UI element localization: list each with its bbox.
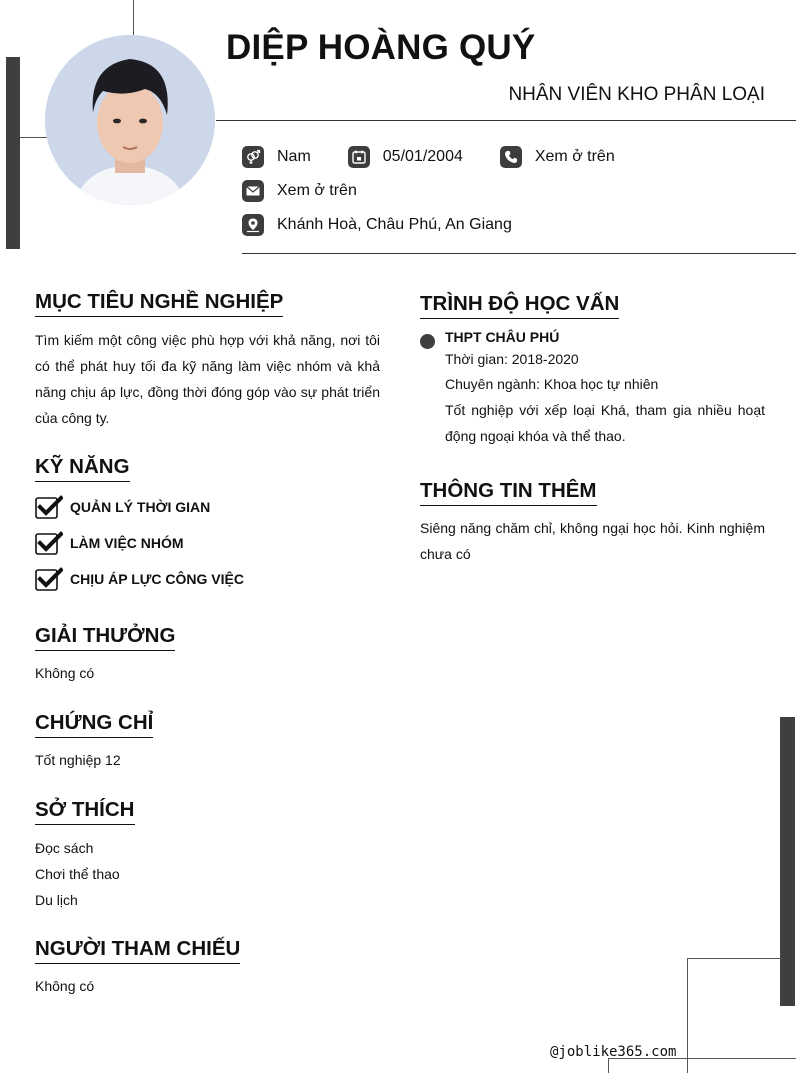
email-value: Xem ở trên [277, 182, 357, 199]
corner-frame [687, 958, 782, 1073]
phone-icon [500, 146, 522, 168]
checkbox-checked-icon [35, 567, 63, 592]
address-value: Khánh Hoà, Châu Phú, An Giang [277, 216, 512, 233]
contact-divider [242, 253, 796, 254]
top-divider-line [133, 0, 134, 40]
hobby-item: Đọc sách [35, 840, 94, 856]
awards-text: Không có [35, 665, 95, 681]
certificates-section [35, 711, 380, 773]
skills-title: KỸ NĂNG [35, 455, 130, 482]
references-title: NGƯỜI THAM CHIẾU [35, 937, 240, 964]
avatar [45, 35, 215, 205]
skill-label: LÀM VIỆC NHÓM [70, 535, 184, 551]
right-accent-bar [780, 717, 795, 1006]
education-entry [420, 327, 765, 449]
phone-value: Xem ở trên [534, 148, 615, 165]
calendar-icon [348, 146, 370, 168]
objective-title: MỤC TIÊU NGHỀ NGHIỆP [35, 290, 283, 317]
contact-row-2 [242, 179, 357, 203]
education-period: Thời gian: 2018-2020 [445, 351, 579, 367]
contact-row-3 [242, 213, 512, 237]
skill-item [35, 525, 380, 561]
timeline-dot-icon [420, 334, 435, 349]
contact-row-1 [242, 145, 615, 169]
watermark: @joblike365.com [550, 1044, 677, 1060]
extra-info-title: THÔNG TIN THÊM [420, 479, 597, 506]
hobbies-title: SỞ THÍCH [35, 798, 135, 825]
objective-section [35, 290, 380, 431]
job-title: NHÂN VIÊN KHO PHÂN LOẠI [508, 84, 765, 105]
mail-icon [242, 180, 264, 202]
hobby-item: Chơi thể thao [35, 866, 120, 882]
awards-title: GIẢI THƯỞNG [35, 624, 175, 651]
references-text: Không có [35, 978, 95, 994]
gender-value: Nam [277, 148, 311, 165]
birthday-value: 05/01/2004 [382, 148, 463, 165]
certificates-text: Tốt nghiệp 12 [35, 752, 121, 768]
awards-section [35, 624, 380, 686]
skill-item [35, 489, 380, 525]
skills-section [35, 455, 380, 597]
location-pin-icon [242, 214, 264, 236]
checkbox-checked-icon [35, 531, 63, 556]
photo-divider-line [20, 137, 48, 138]
left-accent-bar [6, 57, 20, 249]
contact-phone[interactable] [500, 146, 615, 168]
checkbox-checked-icon [35, 495, 63, 520]
contact-gender [242, 146, 311, 168]
extra-info-text: Siêng năng chăm chỉ, không ngại học hỏi. Kinh nghiệm chưa có [420, 520, 765, 562]
contact-email[interactable] [242, 180, 357, 202]
contact-birthday [348, 146, 463, 168]
skill-label: CHỊU ÁP LỰC CÔNG VIỆC [70, 571, 244, 587]
references-section [35, 937, 380, 999]
corner-bottom-tick [608, 1058, 609, 1073]
skill-label: QUẢN LÝ THỜI GIAN [70, 499, 211, 515]
skills-list [35, 489, 380, 597]
education-note: Tốt nghiệp với xếp loại Khá, tham gia nhiều hoạt động ngoại khóa và thể thao. [445, 402, 765, 444]
contact-address [242, 214, 512, 236]
hobbies-section [35, 798, 380, 913]
candidate-name: DIỆP HOÀNG QUÝ [226, 28, 536, 67]
skill-item [35, 561, 380, 597]
education-title: TRÌNH ĐỘ HỌC VẤN [420, 292, 619, 319]
education-major: Chuyên ngành: Khoa học tự nhiên [445, 376, 659, 392]
school-name: THPT CHÂU PHÚ [445, 329, 560, 345]
header-divider [216, 120, 796, 121]
education-section [420, 292, 765, 449]
objective-text: Tìm kiếm một công việc phù hợp với khả năng, nơi tôi có thể phát huy tối đa kỹ năng làm việc nhóm và khả năng chịu áp lực, đồng thời đóng góp vào sự phát triển của công ty. [35, 332, 380, 426]
extra-info-section [420, 479, 765, 567]
hobby-item: Du lịch [35, 892, 78, 908]
hobbies-list [35, 835, 380, 913]
certificates-title: CHỨNG CHỈ [35, 711, 153, 738]
gender-icon [242, 146, 264, 168]
